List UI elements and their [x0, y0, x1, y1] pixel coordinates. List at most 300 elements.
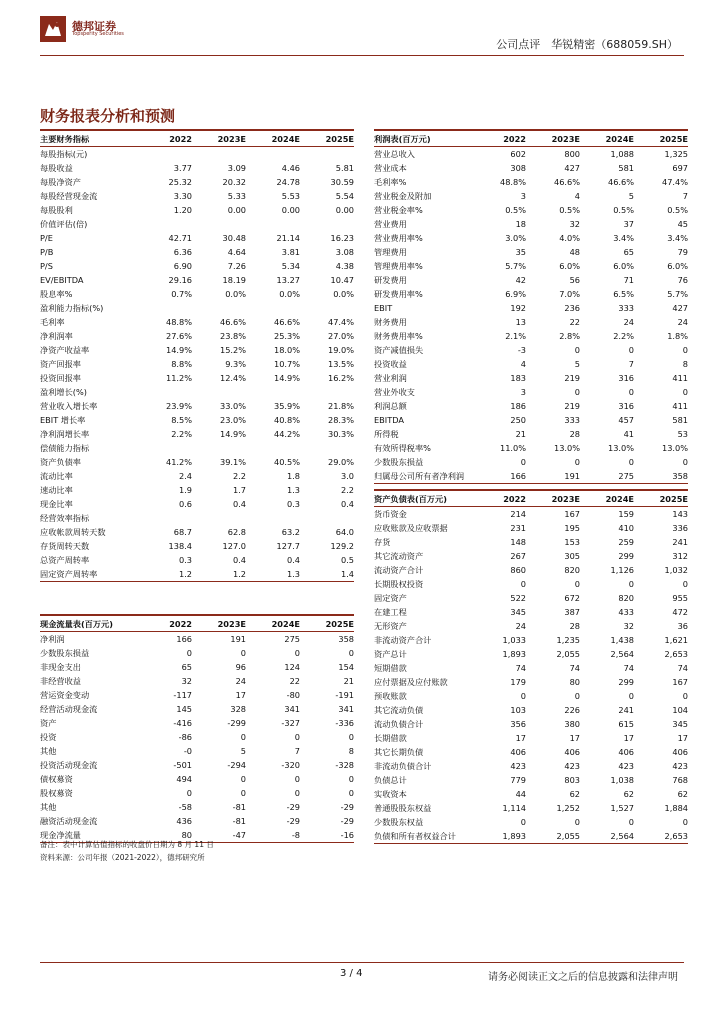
cell-value: 472	[672, 607, 688, 617]
table-row	[374, 427, 688, 441]
cell-value: 0	[682, 345, 688, 355]
cell-value: 13.5%	[327, 359, 354, 369]
cell-value: 0.00	[227, 205, 246, 215]
cell-value: 0	[186, 788, 192, 798]
row-label: 净资产收益率	[40, 345, 90, 355]
row-label: 资产负债率	[40, 457, 81, 467]
cell-value: 433	[618, 607, 634, 617]
cell-value: 0	[294, 774, 300, 784]
cell-value: 5	[574, 359, 580, 369]
cell-value: -81	[232, 816, 246, 826]
row-label: 少数股东权益	[374, 817, 424, 827]
cell-value: 5.81	[335, 163, 354, 173]
cell-value: 6.9%	[505, 289, 526, 299]
cell-value: 30.48	[222, 233, 246, 243]
row-label: 营运资金变动	[40, 690, 90, 700]
row-label: 所得税	[374, 429, 399, 439]
cell-value: 275	[284, 634, 300, 644]
cell-value: 35	[515, 247, 526, 257]
column-header: 2022	[169, 133, 192, 144]
row-label: 营业税金及附加	[374, 191, 432, 201]
column-header: 2022	[503, 493, 526, 504]
cell-value: 214	[510, 509, 526, 519]
table-row	[40, 553, 354, 567]
row-label: 毛利率%	[374, 177, 407, 187]
cell-value: 79	[677, 247, 688, 257]
cell-value: 20.32	[222, 177, 246, 187]
cell-value: 0.3	[178, 555, 192, 565]
cell-value: 21	[343, 676, 354, 686]
row-label: 营业成本	[374, 163, 407, 173]
cell-value: 191	[230, 634, 246, 644]
cell-value: 0.0%	[279, 289, 300, 299]
row-label: 管理费用	[374, 247, 407, 257]
cell-value: 333	[564, 415, 580, 425]
row-label: 投资收益	[374, 359, 407, 369]
cell-value: 23.0%	[219, 415, 246, 425]
row-label: 股权募资	[40, 788, 73, 798]
cell-value: 153	[564, 537, 580, 547]
table-row	[374, 703, 688, 717]
cell-value: 358	[672, 471, 688, 481]
cell-value: 4.46	[281, 163, 300, 173]
column-header: 2025E	[325, 133, 354, 144]
cell-value: 71	[623, 275, 634, 285]
cell-value: 0.00	[335, 205, 354, 215]
table-title: 现金流量表(百万元)	[40, 618, 113, 629]
row-label: EBIT	[374, 303, 393, 313]
cell-value: 166	[176, 634, 192, 644]
cell-value: 328	[230, 704, 246, 714]
cell-value: 195	[564, 523, 580, 533]
cell-value: 0	[574, 691, 580, 701]
cell-value: 0	[186, 648, 192, 658]
row-label: 营业总收入	[374, 149, 415, 159]
cell-value: 0	[682, 457, 688, 467]
cell-value: -8	[291, 830, 300, 840]
row-label: 研发费用率%	[374, 289, 423, 299]
cell-value: 14.9%	[165, 345, 192, 355]
cell-value: 5	[240, 746, 246, 756]
cell-value: 1,032	[664, 565, 688, 575]
row-label: EBIT 增长率	[40, 415, 86, 425]
cell-value: 3.0%	[505, 233, 526, 243]
cell-value: 241	[618, 705, 634, 715]
table-row	[374, 787, 688, 801]
cell-value: 46.6%	[607, 177, 634, 187]
cell-value: 1.2	[178, 569, 192, 579]
cell-value: 3.08	[335, 247, 354, 257]
row-label: 盈利能力指标(%)	[40, 303, 104, 313]
cell-value: 3	[520, 191, 526, 201]
cell-value: -191	[335, 690, 354, 700]
table-row	[40, 730, 354, 744]
row-label: 短期借款	[374, 663, 407, 673]
cell-value: 312	[672, 551, 688, 561]
row-label: 实收资本	[374, 789, 407, 799]
cell-value: 0.4	[232, 499, 246, 509]
table-row	[40, 203, 354, 217]
cell-value: 15.2%	[219, 345, 246, 355]
table-row	[374, 287, 688, 301]
row-label: 固定资产	[374, 593, 407, 603]
cell-value: 3.30	[173, 191, 192, 201]
cell-value: 23.8%	[219, 331, 246, 341]
row-label: 营业费用率%	[374, 233, 423, 243]
cell-value: 167	[564, 509, 580, 519]
cell-value: -299	[227, 718, 246, 728]
cell-value: 1,114	[502, 803, 526, 813]
cell-value: 411	[672, 373, 688, 383]
row-label: 资产	[40, 718, 57, 728]
cell-value: 1,252	[556, 803, 580, 813]
cell-value: 1,325	[664, 149, 688, 159]
cell-value: 17	[623, 733, 634, 743]
cell-value: 345	[510, 607, 526, 617]
cell-value: 11.0%	[499, 443, 526, 453]
cell-value: 7	[682, 191, 688, 201]
cell-value: 299	[618, 677, 634, 687]
row-label: 每股收益	[40, 163, 73, 173]
cell-value: 2.2	[232, 471, 246, 481]
cell-value: 46.6%	[219, 317, 246, 327]
cell-value: 1,893	[502, 831, 526, 841]
cell-value: 16.2%	[327, 373, 354, 383]
row-label: 在建工程	[374, 607, 407, 617]
cell-value: 423	[564, 761, 580, 771]
cell-value: 127.7	[276, 541, 300, 551]
cell-value: 19.0%	[327, 345, 354, 355]
row-label: 流动资产合计	[374, 565, 424, 575]
row-label: 营业利润	[374, 373, 407, 383]
table-row	[40, 758, 354, 772]
cell-value: 46.6%	[273, 317, 300, 327]
cell-value: 64.0	[335, 527, 354, 537]
cell-value: 581	[672, 415, 688, 425]
source-note: 资料来源：公司年报（2021-2022），德邦研究所	[40, 853, 205, 862]
table-row	[40, 674, 354, 688]
cell-value: 186	[510, 401, 526, 411]
cell-value: 74	[569, 663, 580, 673]
cell-value: 154	[338, 662, 354, 672]
column-header: 2025E	[659, 133, 688, 144]
cell-value: 30.59	[330, 177, 354, 187]
cell-value: 3.09	[227, 163, 246, 173]
cell-value: 4.64	[227, 247, 246, 257]
cell-value: 44	[515, 789, 526, 799]
cell-value: 768	[672, 775, 688, 785]
cell-value: 333	[618, 303, 634, 313]
cell-value: 4.0%	[559, 233, 580, 243]
cell-value: 1.4	[340, 569, 354, 579]
table-row	[374, 273, 688, 287]
cell-value: 80	[569, 677, 580, 687]
cell-value: 800	[564, 149, 580, 159]
cell-value: -80	[286, 690, 300, 700]
table-row	[40, 161, 354, 175]
cell-value: -29	[286, 802, 300, 812]
cell-value: 14.9%	[219, 429, 246, 439]
cell-value: -47	[232, 830, 246, 840]
row-label: 投资	[40, 732, 57, 742]
table-row	[40, 539, 354, 553]
cell-value: 1,038	[610, 775, 634, 785]
cell-value: 8.5%	[171, 415, 192, 425]
cell-value: 0	[520, 691, 526, 701]
cell-value: -81	[232, 802, 246, 812]
table-row	[374, 189, 688, 203]
cell-value: 167	[672, 677, 688, 687]
cell-value: 803	[564, 775, 580, 785]
cell-value: 76	[677, 275, 688, 285]
row-label: 营业外收支	[374, 387, 415, 397]
row-label: 固定资产周转率	[40, 569, 98, 579]
table-row	[374, 773, 688, 787]
report-info: 公司点评 华锐精密（688059.SH）	[496, 38, 678, 51]
cell-value: 48.8%	[499, 177, 526, 187]
table-row	[40, 441, 354, 455]
row-label: 总资产周转率	[40, 555, 90, 565]
cell-value: 159	[618, 509, 634, 519]
valuation-date-note: 备注：表中计算估值指标的收盘价日期为 8 月 11 日	[40, 840, 214, 849]
column-header: 2023E	[217, 133, 246, 144]
row-label: 股息率%	[40, 289, 73, 299]
cell-value: 7.0%	[559, 289, 580, 299]
cell-value: 74	[677, 663, 688, 673]
table-row	[374, 535, 688, 549]
table-row	[40, 688, 354, 702]
table-row	[374, 619, 688, 633]
row-label: 经营效率指标	[40, 513, 90, 523]
row-label: 财务费用率%	[374, 331, 423, 341]
row-label: 无形资产	[374, 621, 407, 631]
row-label: 非现金支出	[40, 662, 81, 672]
table-row	[374, 413, 688, 427]
cell-value: 17	[569, 733, 580, 743]
cell-value: 40.5%	[273, 457, 300, 467]
row-label: 营业税金率%	[374, 205, 423, 215]
cell-value: 0	[240, 732, 246, 742]
row-label: 存货周转天数	[40, 541, 90, 551]
column-header: 2025E	[325, 618, 354, 629]
cell-value: -0	[183, 746, 192, 756]
row-label: 毛利率	[40, 317, 65, 327]
column-header: 2022	[169, 618, 192, 629]
cell-value: 4.38	[335, 261, 354, 271]
cell-value: 5	[628, 191, 634, 201]
row-label: 其它流动资产	[374, 551, 424, 561]
cell-value: 145	[176, 704, 192, 714]
cell-value: 0	[348, 648, 354, 658]
cell-value: 8.8%	[171, 359, 192, 369]
table-header	[40, 129, 354, 147]
cell-value: 358	[338, 634, 354, 644]
cell-value: 0	[628, 345, 634, 355]
row-label: 利润总额	[374, 401, 407, 411]
row-label: 现金比率	[40, 499, 73, 509]
cell-value: 9.3%	[225, 359, 246, 369]
cell-value: 4	[574, 191, 580, 201]
table-header	[40, 614, 354, 632]
cell-value: 820	[618, 593, 634, 603]
table-row	[40, 660, 354, 674]
row-label: 投资活动现金流	[40, 760, 98, 770]
row-label: 其他	[40, 746, 57, 756]
cell-value: 37	[623, 219, 634, 229]
row-label: P/B	[40, 247, 54, 257]
cell-value: 5.34	[281, 261, 300, 271]
row-label: 负债总计	[374, 775, 407, 785]
row-label: 其他	[40, 802, 57, 812]
cell-value: 427	[672, 303, 688, 313]
table-row	[374, 633, 688, 647]
row-label: 少数股东损益	[374, 457, 424, 467]
cell-value: 2.4	[178, 471, 192, 481]
cell-value: 1,088	[610, 149, 634, 159]
row-label: 每股经营现金流	[40, 191, 98, 201]
table-row	[40, 567, 354, 582]
cell-value: 457	[618, 415, 634, 425]
table-row	[40, 455, 354, 469]
table-row	[374, 801, 688, 815]
cell-value: 33.0%	[219, 401, 246, 411]
cell-value: 241	[672, 537, 688, 547]
cell-value: 219	[564, 373, 580, 383]
cell-value: 250	[510, 415, 526, 425]
column-header: 2025E	[659, 493, 688, 504]
row-label: 少数股东损益	[40, 648, 90, 658]
cell-value: 356	[510, 719, 526, 729]
cell-value: 41	[623, 429, 634, 439]
cell-value: 32	[623, 621, 634, 631]
table-row	[40, 511, 354, 525]
cell-value: 2,055	[556, 649, 580, 659]
table-row	[40, 231, 354, 245]
table-row	[40, 814, 354, 828]
cell-value: -501	[173, 760, 192, 770]
cell-value: 129.2	[330, 541, 354, 551]
cell-value: 192	[510, 303, 526, 313]
row-label: 营业收入增长率	[40, 401, 98, 411]
header-divider	[40, 55, 684, 56]
cell-value: 13	[515, 317, 526, 327]
row-label: 长期股权投资	[374, 579, 424, 589]
cell-value: 2.2%	[171, 429, 192, 439]
table-title: 利润表(百万元)	[374, 133, 431, 144]
row-label: P/E	[40, 233, 53, 243]
table-row	[374, 675, 688, 689]
cell-value: 308	[510, 163, 526, 173]
row-label: 每股净资产	[40, 177, 81, 187]
cell-value: 1,438	[610, 635, 634, 645]
table-row	[374, 717, 688, 731]
cell-value: 0	[520, 579, 526, 589]
cell-value: 0.4	[232, 555, 246, 565]
table-row	[374, 399, 688, 413]
balance-sheet-table	[374, 489, 688, 844]
cell-value: 39.1%	[219, 457, 246, 467]
table-row	[374, 647, 688, 661]
cell-value: 96	[235, 662, 246, 672]
footer-divider	[40, 962, 684, 963]
table-row	[374, 507, 688, 521]
cell-value: 1.9	[178, 485, 192, 495]
cell-value: 7.26	[227, 261, 246, 271]
column-header: 2024E	[605, 493, 634, 504]
table-row	[374, 245, 688, 259]
row-label: 现金净流量	[40, 830, 81, 840]
cell-value: 0	[682, 579, 688, 589]
cell-value: 697	[672, 163, 688, 173]
cell-value: 25.3%	[273, 331, 300, 341]
cell-value: 12.4%	[219, 373, 246, 383]
row-label: 流动比率	[40, 471, 73, 481]
table-row	[40, 744, 354, 758]
cell-value: 0	[574, 579, 580, 589]
cell-value: -294	[227, 760, 246, 770]
cell-value: 0	[520, 457, 526, 467]
row-label: EBITDA	[374, 415, 404, 425]
column-header: 2023E	[217, 618, 246, 629]
table-row	[40, 716, 354, 730]
cell-value: 18.0%	[273, 345, 300, 355]
cell-value: 226	[564, 705, 580, 715]
table-row	[374, 259, 688, 273]
section-title: 财务报表分析和预测	[40, 107, 176, 125]
cell-value: 0.4	[340, 499, 354, 509]
cash-flow-table	[40, 614, 354, 843]
cell-value: 522	[510, 593, 526, 603]
row-label: P/S	[40, 261, 53, 271]
row-label: 预收账款	[374, 691, 407, 701]
cell-value: 3.0	[340, 471, 354, 481]
cell-value: 423	[510, 761, 526, 771]
cell-value: 1.3	[286, 569, 300, 579]
cell-value: 14.9%	[273, 373, 300, 383]
cell-value: 1.20	[173, 205, 192, 215]
table-row	[374, 371, 688, 385]
cell-value: 6.0%	[613, 261, 634, 271]
cell-value: 35.9%	[273, 401, 300, 411]
cell-value: 143	[672, 509, 688, 519]
cell-value: 672	[564, 593, 580, 603]
cell-value: 1,621	[664, 635, 688, 645]
cell-value: 17	[235, 690, 246, 700]
cell-value: 0	[240, 648, 246, 658]
cell-value: 1.3	[286, 485, 300, 495]
row-label: 存货	[374, 537, 391, 547]
table-title: 主要财务指标	[40, 133, 90, 144]
cell-value: 28	[569, 621, 580, 631]
cell-value: 1.2	[232, 569, 246, 579]
cell-value: 1,033	[502, 635, 526, 645]
cell-value: 0	[628, 817, 634, 827]
notes	[40, 838, 214, 864]
cell-value: 29.0%	[327, 457, 354, 467]
table-row	[40, 343, 354, 357]
cell-value: 127.0	[222, 541, 246, 551]
cell-value: 23.9%	[165, 401, 192, 411]
table-row	[40, 399, 354, 413]
column-header: 2023E	[551, 493, 580, 504]
cell-value: 0	[628, 457, 634, 467]
table-row	[374, 745, 688, 759]
table-row	[374, 815, 688, 829]
cell-value: 602	[510, 149, 526, 159]
cell-value: 0.00	[281, 205, 300, 215]
cell-value: 2,653	[664, 831, 688, 841]
cell-value: 45	[677, 219, 688, 229]
